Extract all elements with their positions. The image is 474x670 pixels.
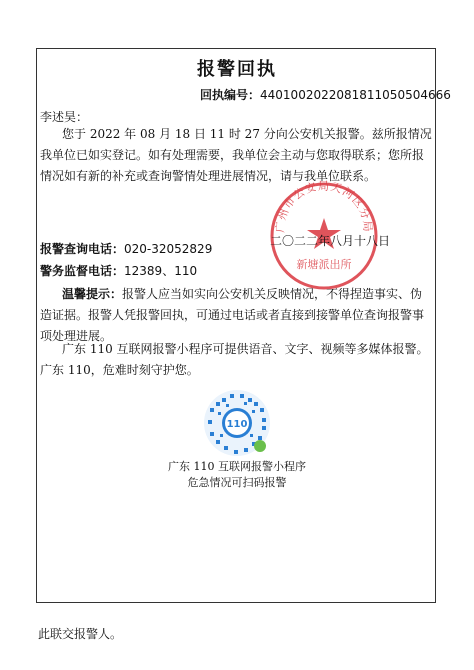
document-title: 报警回执 — [197, 59, 277, 80]
supervise-phone-number: 12389、110 — [124, 264, 198, 278]
svg-text:广州市公安局天河区分局: 广州市公安局天河区分局 — [273, 180, 375, 234]
receipt-number — [200, 86, 451, 103]
tips-text: 报警人应当如实向公安机关反映情况，不得捏造事实、伪造证据。报警人凭报警回执，可通过电话或者直接到接警单位查询报警事项处理进展。 — [40, 287, 425, 343]
qr-code-icon[interactable] — [202, 388, 272, 458]
warm-tips — [40, 284, 432, 347]
tips-label: 温馨提示： — [62, 287, 123, 301]
query-phone-label: 报警查询电话： — [40, 242, 125, 256]
footer-note: 此联交报警人。 — [38, 627, 123, 641]
qr-caption-line1: 广东 110 互联网报警小程序 — [168, 460, 306, 473]
svg-text:新塘派出所: 新塘派出所 — [296, 258, 352, 271]
promo-text: 广东 110 互联网报警小程序可提供语音、文字、视频等多媒体报警。广东 110，危难时刻守护您。 — [40, 342, 429, 377]
addressee: 李述昊： — [40, 110, 89, 124]
receipt-label: 回执编号： — [200, 88, 261, 102]
qr-caption-line2: 危急情况可扫码报警 — [187, 476, 287, 489]
supervise-phone-line — [40, 262, 197, 279]
body-paragraph: 您于 2022 年 08 月 18 日 11 时 27 分向公安机关报警。兹所报情况我单位已如实登记。如有处理需要，我单位会主动与您取得联系；您所报情况如有新的补充或查询警情处理进展情况，请与我单位联系。 — [40, 127, 432, 183]
query-phone-line — [40, 240, 212, 257]
query-phone-number: 020-32052829 — [124, 242, 213, 256]
issue-date: 二〇二二年八月十八日 — [270, 234, 391, 248]
supervise-phone-label: 警务监督电话： — [40, 264, 125, 278]
svg-text:110: 110 — [226, 419, 248, 430]
receipt-value: 4401002022081811050504666 — [260, 88, 451, 102]
